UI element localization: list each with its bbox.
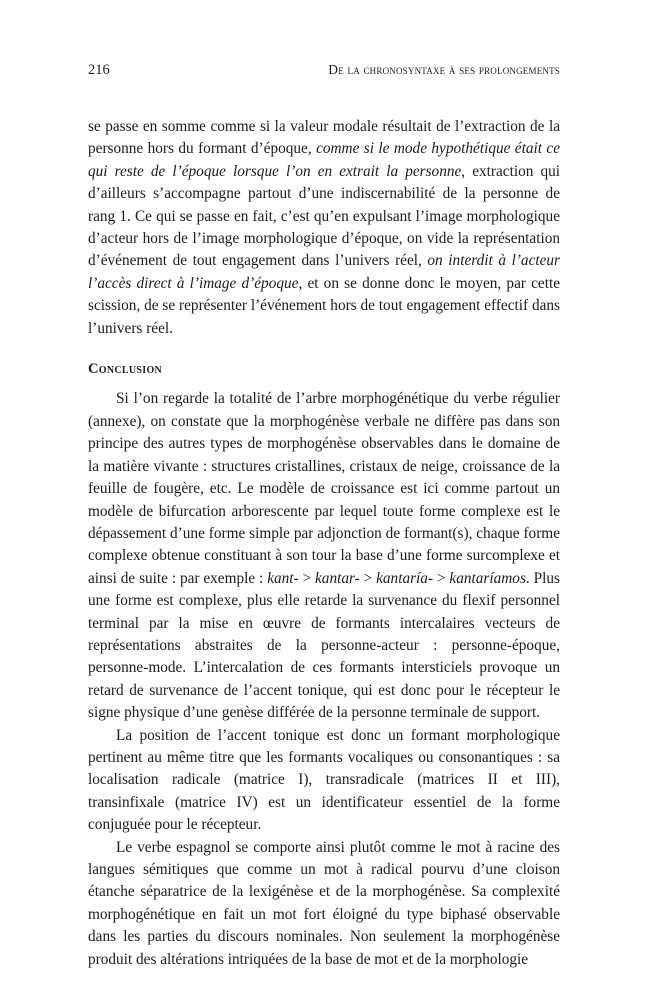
italic-run: kantaríamos bbox=[449, 569, 526, 587]
paragraph-2 bbox=[88, 388, 560, 724]
paragraph-3: La position de l’accent tonique est donc un formant morphologique pertinent au même titre que les formants vocaliques ou consonantiques : sa localisation radicale (matrice I), transradicale (matrices II et III), transinfixale (matrice IV) est un identificateur essentiel de la forme conjuguée pour le récepteur. bbox=[88, 726, 560, 834]
italic-run: kantaría- bbox=[376, 569, 434, 587]
section-heading: Conclusion bbox=[88, 361, 163, 378]
text-run: . Plus une forme est complexe, plus elle retarde la survenance du flexif personnel terminal par la mise en œuvre de formants intercalaires vecteurs de représentations abstraites de la personne-acteur : personne-époque, personne-mode. L’intercalation de ces formants intersticiels provoque un retard de survenance de l’accent tonique, qui est donc pour le récepteur le signe physique d’une genèse différée de la personne terminale de support. bbox=[88, 569, 560, 722]
italic-run: comme si le mode hypothétique était ce qui reste de l’époque lorsque l’on en extrait la personne bbox=[88, 140, 560, 180]
italic-run: kant- bbox=[267, 569, 299, 587]
page-header bbox=[88, 62, 560, 79]
page-number: 216 bbox=[88, 62, 110, 78]
text-run: > bbox=[359, 569, 377, 587]
paragraph-1 bbox=[88, 116, 560, 340]
text-run: , extraction qui d’ailleurs s’accompagne partout d’une indiscernabilité de la personne de rang 1. Ce qui se passe en fait, c’est qu’en expulsant l’image morphologique d’acteur hors de l’image morphologique d’époque, on vide la représentation d’événement de tout engagement dans l’univers réel, bbox=[88, 162, 560, 270]
italic-run: kantar- bbox=[315, 569, 360, 587]
text-run: , et on se donne donc le moyen, par cette scission, de se représenter l’événement hors de tout engagement effectif dans l’univers réel. bbox=[88, 274, 561, 337]
text-run: > bbox=[298, 569, 315, 587]
body-text bbox=[88, 116, 560, 971]
text-run: se passe en somme comme si la valeur modale résultait de l’extraction de la personne hors du formant d’époque, bbox=[88, 118, 560, 158]
text-run: Si l’on regarde la totalité de l’arbre morphogénétique du verbe régulier (annexe), on constate que la morphogénèse verbale ne diffère pas dans son principe des autres types de morphogénèse observables dans le domaine de la matière vivante : structures cristallines, cristaux de neige, croissance de la feuille de fougère, etc. Le modèle de croissance est ici comme partout un modèle de bifurcation arborescente par lequel toute forme complexe est le dépassement d’une forme simple par adjonction de formant(s), chaque forme complexe obtenue constituant à son tour la base d’une forme surcomplexe et ainsi de suite : par exemple : bbox=[88, 390, 560, 587]
italic-run: on interdit à l’acteur l’accès direct à l’image d’époque bbox=[88, 252, 561, 292]
paragraph-4: Le verbe espagnol se comporte ainsi plutôt comme le mot à racine des langues sémitiques que comme un mot à radical pourvu d’une cloison étanche séparatrice de la lexigénèse et de la morphogénèse. Sa complexité morphogénétique en fait un mot fort éloigné du type biphasé observable dans les parties du discours nominales. Non seulement la morphogénèse produit des altérations intriquées de la base de mot et de la morphologie bbox=[88, 838, 560, 968]
running-title: De la chronosyntaxe à ses prolongements bbox=[328, 62, 560, 77]
text-run: > bbox=[433, 569, 450, 587]
